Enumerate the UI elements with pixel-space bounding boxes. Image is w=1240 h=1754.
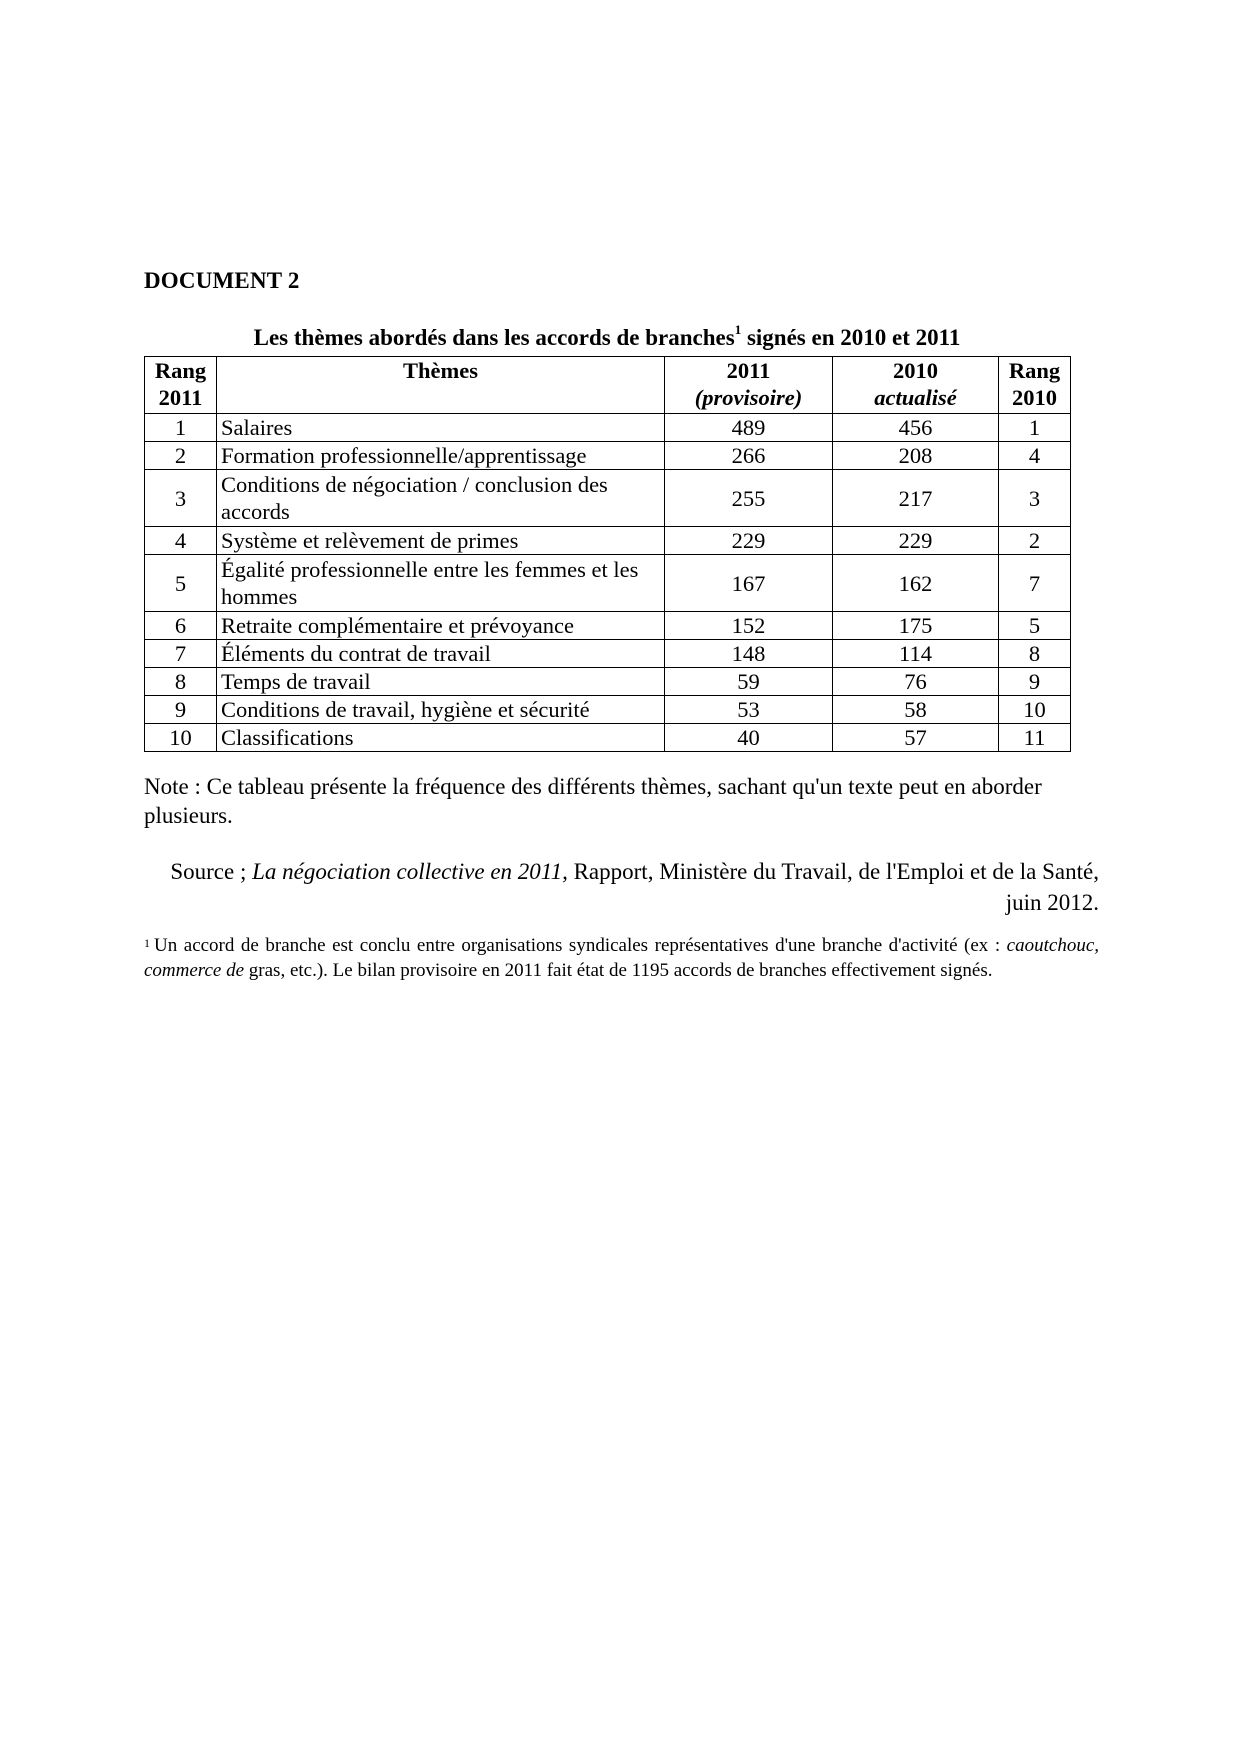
- header-rang-2010: Rang 2010: [999, 357, 1071, 414]
- theme-cell: Salaires: [217, 414, 665, 442]
- value-2011-cell: 167: [665, 555, 833, 612]
- rank-2010-cell: 3: [999, 470, 1071, 527]
- rank-2010-cell: 11: [999, 724, 1071, 752]
- value-2011-cell: 53: [665, 696, 833, 724]
- table-row: [145, 414, 1071, 442]
- value-2010-cell: 217: [833, 470, 999, 527]
- rank-2011-cell: 3: [145, 470, 217, 527]
- table-row: [145, 527, 1071, 555]
- theme-cell: Temps de travail: [217, 668, 665, 696]
- header-rang-2011: Rang 2011: [145, 357, 217, 414]
- theme-cell: Retraite complémentaire et prévoyance: [217, 612, 665, 640]
- value-2011-cell: 266: [665, 442, 833, 470]
- table-header-row: [145, 357, 1071, 414]
- table-row: [145, 442, 1071, 470]
- rank-2010-cell: 7: [999, 555, 1071, 612]
- rank-2010-cell: 10: [999, 696, 1071, 724]
- table-row: [145, 668, 1071, 696]
- value-2010-cell: 456: [833, 414, 999, 442]
- theme-cell: Conditions de travail, hygiène et sécurité: [217, 696, 665, 724]
- footnote: [144, 933, 1099, 983]
- value-2010-cell: 114: [833, 640, 999, 668]
- rank-2010-cell: 5: [999, 612, 1071, 640]
- value-2010-cell: 58: [833, 696, 999, 724]
- value-2010-cell: 76: [833, 668, 999, 696]
- value-2011-cell: 59: [665, 668, 833, 696]
- rank-2010-cell: 2: [999, 527, 1071, 555]
- rank-2011-cell: 1: [145, 414, 217, 442]
- footnote-text-end: gras, etc.). Le bilan provisoire en 2011 fait état de 1195 accords de branches effectivement signés.: [244, 960, 993, 981]
- value-2010-cell: 229: [833, 527, 999, 555]
- caption-text: Les thèmes abordés dans les accords de branches: [253, 325, 735, 350]
- source-details: Rapport, Ministère du Travail, de l'Emploi et de la Santé, juin 2012.: [567, 859, 1099, 915]
- rank-2010-cell: 8: [999, 640, 1071, 668]
- theme-cell: Éléments du contrat de travail: [217, 640, 665, 668]
- table-row: [145, 724, 1071, 752]
- table-row: [145, 696, 1071, 724]
- theme-cell: Formation professionnelle/apprentissage: [217, 442, 665, 470]
- table-row: [145, 612, 1071, 640]
- source-citation: [144, 856, 1099, 918]
- rank-2011-cell: 8: [145, 668, 217, 696]
- caption-text-end: signés en 2010 et 2011: [741, 325, 961, 350]
- rank-2011-cell: 2: [145, 442, 217, 470]
- value-2010-cell: 162: [833, 555, 999, 612]
- footnote-text: Un accord de branche est conclu entre organisations syndicales représentatives d'une branche d'activité (ex :: [154, 935, 1007, 956]
- table-note: Note : Ce tableau présente la fréquence des différents thèmes, sachant qu'un texte peut en aborder plusieurs.: [144, 774, 1042, 828]
- header-2010: 2010 actualisé: [833, 357, 999, 414]
- theme-cell: Conditions de négociation / conclusion des accords: [217, 470, 665, 527]
- rank-2011-cell: 10: [145, 724, 217, 752]
- rank-2010-cell: 9: [999, 668, 1071, 696]
- value-2010-cell: 208: [833, 442, 999, 470]
- table-row: [145, 555, 1071, 612]
- themes-table: [144, 356, 1071, 752]
- table-row: [145, 640, 1071, 668]
- value-2011-cell: 152: [665, 612, 833, 640]
- rank-2010-cell: 4: [999, 442, 1071, 470]
- value-2011-cell: 255: [665, 470, 833, 527]
- theme-cell: Égalité professionnelle entre les femmes et les hommes: [217, 555, 665, 612]
- rank-2011-cell: 4: [145, 527, 217, 555]
- header-2011: 2011 (provisoire): [665, 357, 833, 414]
- rank-2011-cell: 5: [145, 555, 217, 612]
- value-2010-cell: 175: [833, 612, 999, 640]
- rank-2010-cell: 1: [999, 414, 1071, 442]
- table-caption: [144, 322, 1070, 351]
- rank-2011-cell: 7: [145, 640, 217, 668]
- source-prefix: Source ;: [170, 859, 253, 884]
- value-2011-cell: 40: [665, 724, 833, 752]
- rank-2011-cell: 6: [145, 612, 217, 640]
- theme-cell: Classifications: [217, 724, 665, 752]
- value-2010-cell: 57: [833, 724, 999, 752]
- value-2011-cell: 489: [665, 414, 833, 442]
- source-publication: La négociation collective en 2011,: [252, 859, 568, 884]
- value-2011-cell: 148: [665, 640, 833, 668]
- footnote-examples: caoutchouc, commerce de: [144, 935, 1099, 981]
- theme-cell: Système et relèvement de primes: [217, 527, 665, 555]
- document-heading: DOCUMENT 2: [144, 268, 300, 293]
- caption-footnote-marker: 1: [734, 322, 742, 337]
- rank-2011-cell: 9: [145, 696, 217, 724]
- table-row: [145, 470, 1071, 527]
- value-2011-cell: 229: [665, 527, 833, 555]
- header-themes: Thèmes: [217, 357, 665, 414]
- footnote-marker: 1: [144, 936, 150, 950]
